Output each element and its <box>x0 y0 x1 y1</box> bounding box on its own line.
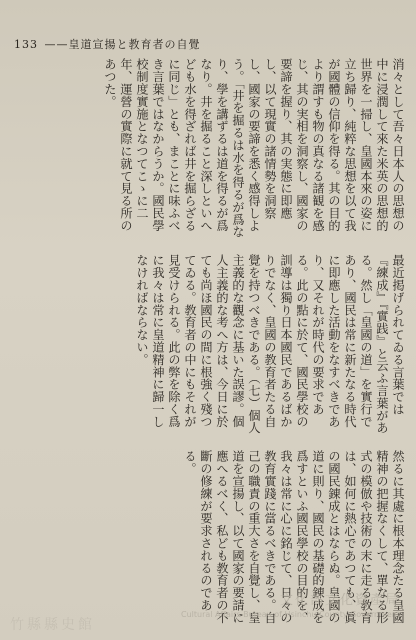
text-block-middle: 最近掲げられてゐる言葉では『練成』『實践』と云ふ言葉がある。然し「皇國の道」を實行であり、國民は常に新たなる時代に即應した活動をなすべきであり、又それが時代の要求である。此の點に於て、國民學校の訓導は獨り日本國民であるばかりでなく、皇國の教育者たる自覺を持つべきである。（七）個人主義的な觀念に基いた誤謬。個人主義的な考へ方は、今日に於ても尚ほ國民の間に根強く殘つてゐる。教育者の中にもそれが見受けられる。此の弊を除く爲に我々は常に皇道精神に歸一しなければならない。 <box>135 254 405 434</box>
text-block-top: 消々として吾々日本人の思想の中に浸潤して來た米英の思想的世界を一掃し、皇國本來の姿に立ち歸り、純粹な思想を以て我が國體の信仰を得る。其の目的より謂すも物の真なる諸観を感じ、其の実相を洞察し、國家の要諦を握り、其の実態に即應し、以て現實の諸情勢を洞察し、國家の要諦を悉く感得しよう。「井を掘るは水を得るが爲なり、學を講ずるは道を得るが爲なり。井を掘ること深しといへども水を得ざれば井を掘らざるに同じ」とも、まことに味ふべき言葉ではなからうか。國民學校制度實施となつてこゝに二年、運營の實際に就て見る所のあつた。 <box>103 58 405 238</box>
watermark-en: Cultural Affairs Bureau of Hsinchu County Government <box>181 610 400 619</box>
text-block-bottom: 然るに其處に根本理念たる皇國精神の把握なくして、單なる形式の模倣や技術の末に走る教育は、如何に熱心であつても、眞の國民錬成とはならぬ。皇國の道に則り、國民の基礎的錬成を爲すといふ國民學校の目的を、我々は常に心に銘じて、日々の教育實踐に當るべきである。自己の職責の重大さを自覺し、皇道を宣揚し、以て國家の要請に應へるべく、私ども教育者の不斷の修練が要求されるのである。 <box>183 450 405 624</box>
running-header <box>14 36 201 52</box>
archive-stamp: 竹縣縣史館 <box>10 617 95 633</box>
body-text <box>14 58 406 628</box>
archive-watermark <box>181 594 400 622</box>
page-number: 133 <box>14 38 38 51</box>
watermark-zh: 文化部文化資產局 <box>279 593 400 608</box>
chapter-title: ——皇道宣揚と教育者の自覺 <box>44 38 201 51</box>
